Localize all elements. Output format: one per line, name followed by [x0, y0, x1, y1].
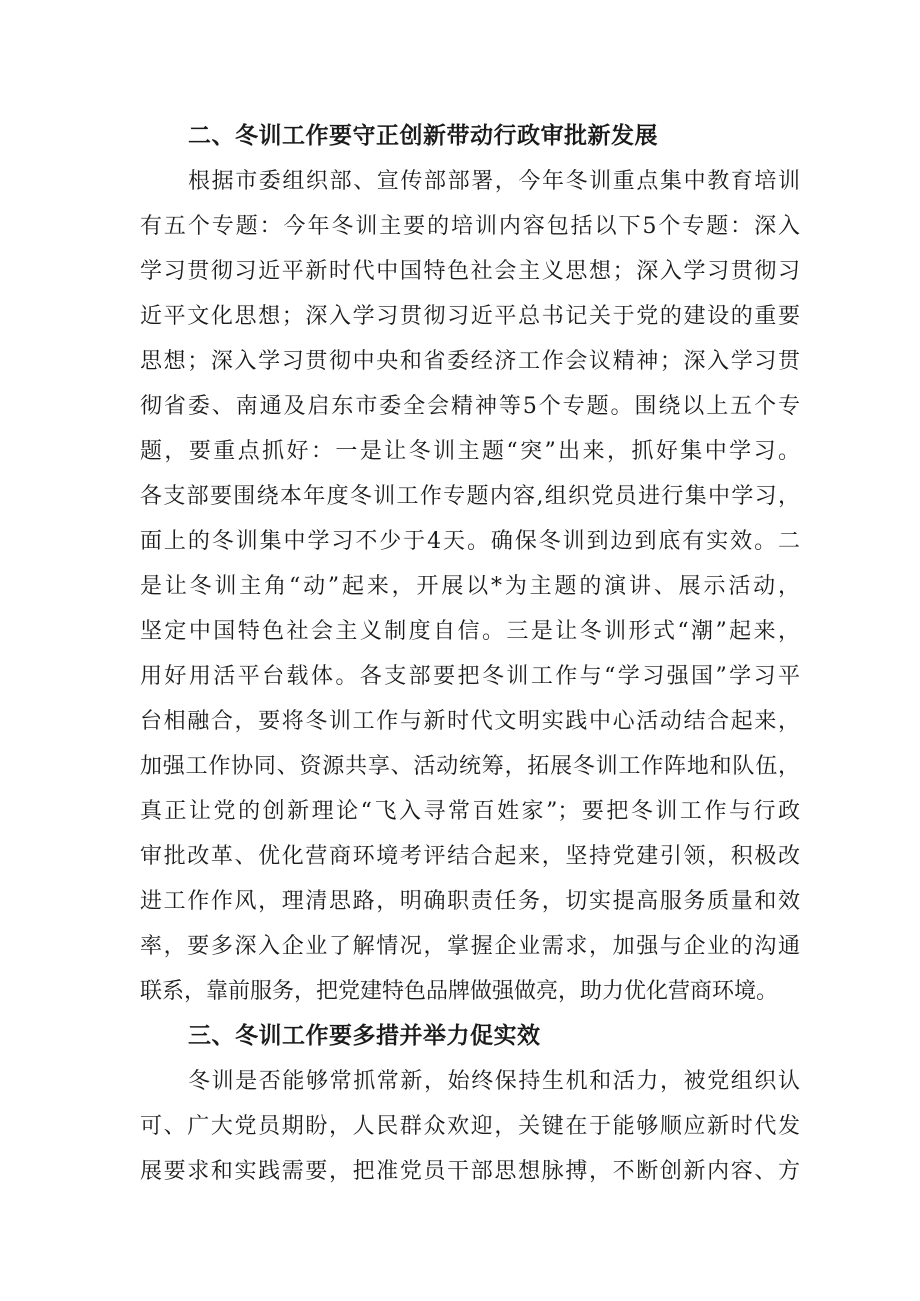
paragraph-line: 思想；深入学习贯彻中央和省委经济工作会议精神；深入学习贯: [140, 349, 800, 374]
paragraph-line: 面上的冬训集中学习不少于4天。确保冬训到边到底有实效。二: [140, 529, 800, 554]
section-2-paragraph: [140, 159, 800, 1014]
paragraph-line: 审批改革、优化营商环境考评结合起来，坚持党建引领，积极改: [140, 844, 800, 869]
section-heading-3: 三、冬训工作要多措并举力促实效: [188, 1023, 541, 1049]
paragraph-line: 有五个专题：今年冬训主要的培训内容包括以下5个专题：深入: [140, 214, 800, 239]
paragraph-line: 真正让党的创新理论“飞入寻常百姓家”；要把冬训工作与行政: [140, 799, 800, 824]
paragraph-line: 进工作作风，理清思路，明确职责任务，切实提高服务质量和效: [140, 889, 800, 914]
paragraph-line: 用好用活平台载体。各支部要把冬训工作与“学习强国”学习平: [140, 664, 800, 689]
paragraph-line: 各支部要围绕本年度冬训工作专题内容,组织党员进行集中学习，: [140, 484, 800, 509]
paragraph-line: 展要求和实践需要，把准党员干部思想脉搏，不断创新内容、方: [140, 1159, 800, 1184]
paragraph-line: 近平文化思想；深入学习贯彻习近平总书记关于党的建设的重要: [140, 304, 800, 329]
section-heading-2: 二、冬训工作要守正创新带动行政审批新发展: [188, 123, 658, 149]
paragraph-line: 台相融合，要将冬训工作与新时代文明实践中心活动结合起来，: [140, 709, 800, 734]
paragraph-line: 是让冬训主角“动”起来，开展以*为主题的演讲、展示活动，: [140, 574, 800, 599]
paragraph-line: 可、广大党员期盼，人民群众欢迎，关键在于能够顺应新时代发: [140, 1114, 800, 1139]
paragraph-line: 题，要重点抓好：一是让冬训主题“突”出来，抓好集中学习。: [140, 439, 800, 464]
paragraph-line: 坚定中国特色社会主义制度自信。三是让冬训形式“潮”起来，: [140, 619, 800, 644]
document-body: [140, 114, 800, 1194]
paragraph-line: 学习贯彻习近平新时代中国特色社会主义思想；深入学习贯彻习: [140, 259, 800, 284]
paragraph-line: 率，要多深入企业了解情况，掌握企业需求，加强与企业的沟通: [140, 934, 800, 959]
paragraph-line: 彻省委、南通及启东市委全会精神等5个专题。围绕以上五个专: [140, 394, 800, 419]
paragraph-line: 冬训是否能够常抓常新，始终保持生机和活力，被党组织认: [188, 1069, 800, 1094]
section-3-paragraph: [140, 1059, 800, 1194]
paragraph-line: 加强工作协同、资源共享、活动统筹，拓展冬训工作阵地和队伍，: [140, 754, 800, 779]
paragraph-line: 根据市委组织部、宣传部部署，今年冬训重点集中教育培训: [188, 169, 800, 194]
paragraph-line: 联系，靠前服务，把党建特色品牌做强做亮，助力优化营商环境。: [140, 979, 779, 1004]
